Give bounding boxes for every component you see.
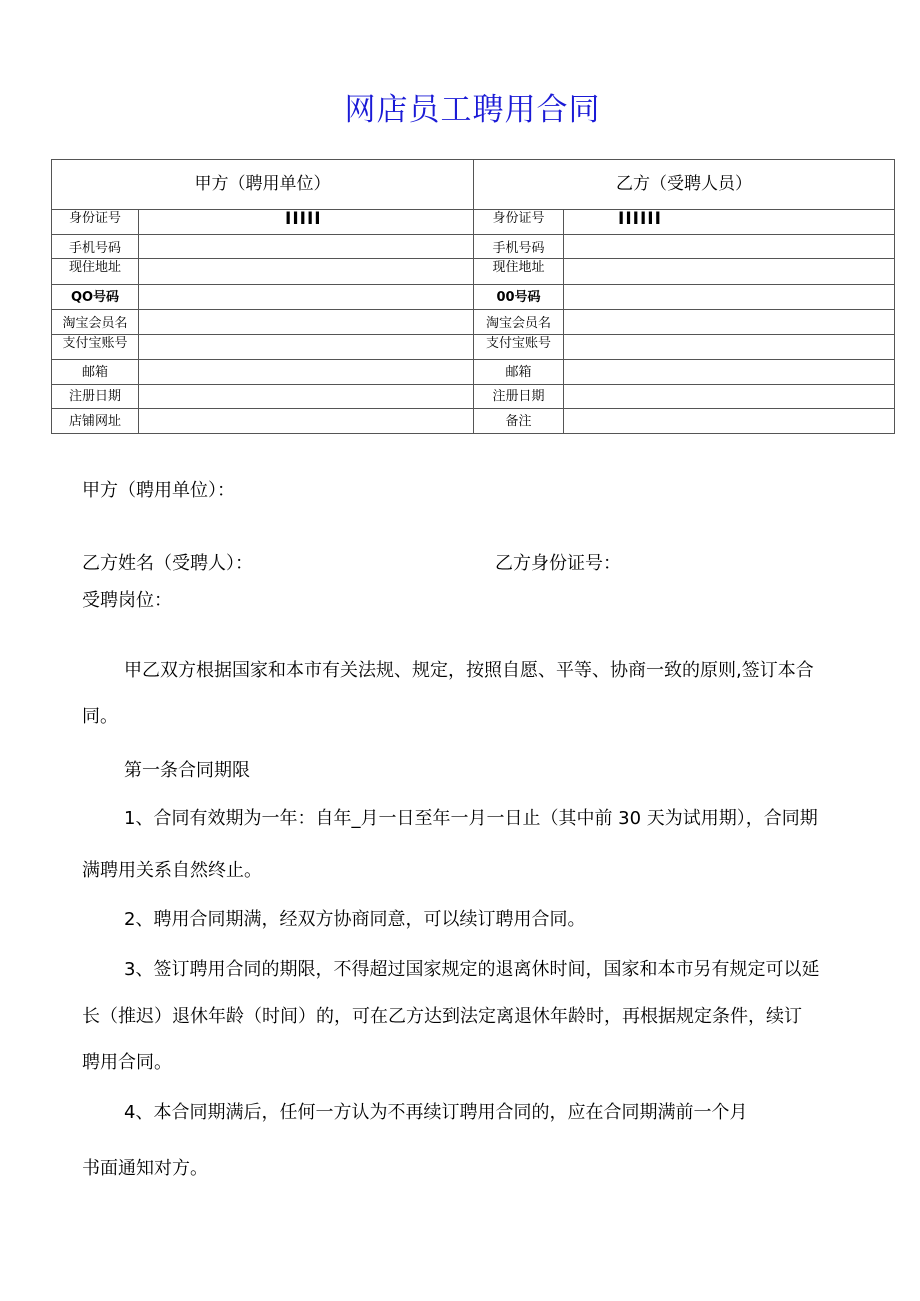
party-a-alipay-label: 支付宝账号 [52,335,139,360]
table-row [52,285,895,310]
party-b-alipay-label: 支付宝账号 [474,335,564,360]
table-row [52,210,895,235]
party-a-email-label: 邮箱 [52,360,139,385]
article-1-heading: 第一条合同期限 [124,760,250,781]
party-b-taobao-value[interactable] [564,310,895,335]
table-row [52,259,895,285]
party-a-taobao-label: 淘宝会员名 [52,310,139,335]
clause-2: 2、聘用合同期满，经双方协商同意，可以续订聘用合同。 [124,909,586,930]
party-b-taobao-label: 淘宝会员名 [474,310,564,335]
clause-1-line-2: 满聘用关系自然终止。 [82,860,262,881]
party-a-taobao-value[interactable] [139,310,474,335]
party-b-register-date-label: 注册日期 [474,385,564,409]
intro-paragraph-line-1: 甲乙双方根据国家和本市有关法规、规定，按照自愿、平等、协商一致的原则,签订本合 [124,660,814,681]
party-b-address-value[interactable] [564,259,895,285]
party-a-phone-value[interactable] [139,235,474,259]
clause-4-line-2: 书面通知对方。 [82,1158,208,1179]
party-b-header: 乙方（受聘人员） [474,160,895,210]
table-header-row [52,160,895,210]
table-row [52,360,895,385]
party-a-address-value[interactable] [139,259,474,285]
party-a-field: 甲方（聘用单位）： [82,480,235,501]
clause-1-line-1: 1、合同有效期为一年：自年_月一日至年一月一日止（其中前 30 天为试用期），合同期 [124,808,818,829]
party-b-qq-value[interactable] [564,285,895,310]
party-b-email-value[interactable] [564,360,895,385]
party-b-phone-value[interactable] [564,235,895,259]
party-a-id-marks: IIIII [285,209,322,229]
party-b-email-label: 邮箱 [474,360,564,385]
table-row [52,235,895,259]
clause-3-line-1: 3、签订聘用合同的期限，不得超过国家规定的退离休时间，国家和本市另有规定可以延 [124,959,820,980]
party-b-alipay-value[interactable] [564,335,895,360]
party-a-register-date-label: 注册日期 [52,385,139,409]
party-a-phone-label: 手机号码 [52,235,139,259]
intro-paragraph-line-2: 同。 [82,706,118,727]
party-info-table [51,159,895,434]
party-b-phone-label: 手机号码 [474,235,564,259]
party-a-qq-label: QO号码 [52,285,139,310]
party-a-email-value[interactable] [139,360,474,385]
party-b-id-label: 身份证号 [474,210,564,235]
party-a-shop-url-value[interactable] [139,409,474,434]
party-b-register-date-value[interactable] [564,385,895,409]
position-field: 受聘岗位： [82,590,172,611]
table-row [52,335,895,360]
party-b-remarks-label: 备注 [474,409,564,434]
party-b-id-value[interactable] [564,210,895,235]
clause-3-line-3: 聘用合同。 [82,1052,172,1073]
party-a-register-date-value[interactable] [139,385,474,409]
table-row [52,385,895,409]
table-row [52,409,895,434]
party-b-address-label: 现住地址 [474,259,564,285]
party-a-header: 甲方（聘用单位） [52,160,474,210]
clause-4-line-1: 4、本合同期满后，任何一方认为不再续订聘用合同的，应在合同期满前一个月 [124,1102,748,1123]
party-a-address-label: 现住地址 [52,259,139,285]
party-a-id-label: 身份证号 [52,210,139,235]
party-a-shop-url-label: 店铺网址 [52,409,139,434]
party-a-id-value[interactable] [139,210,474,235]
party-b-id-marks: IIIIII [618,209,662,229]
party-a-qq-value[interactable] [139,285,474,310]
party-b-qq-label: 00号码 [474,285,564,310]
party-b-name-field: 乙方姓名（受聘人）： [82,553,253,574]
clause-3-line-2: 长（推迟）退休年龄（时间）的，可在乙方达到法定离退休年龄时，再根据规定条件，续订 [82,1006,802,1027]
party-b-remarks-value[interactable] [564,409,895,434]
party-a-alipay-value[interactable] [139,335,474,360]
table-row [52,310,895,335]
party-b-id-field: 乙方身份证号： [495,553,621,574]
document-title: 网店员工聘用合同 [344,92,601,128]
